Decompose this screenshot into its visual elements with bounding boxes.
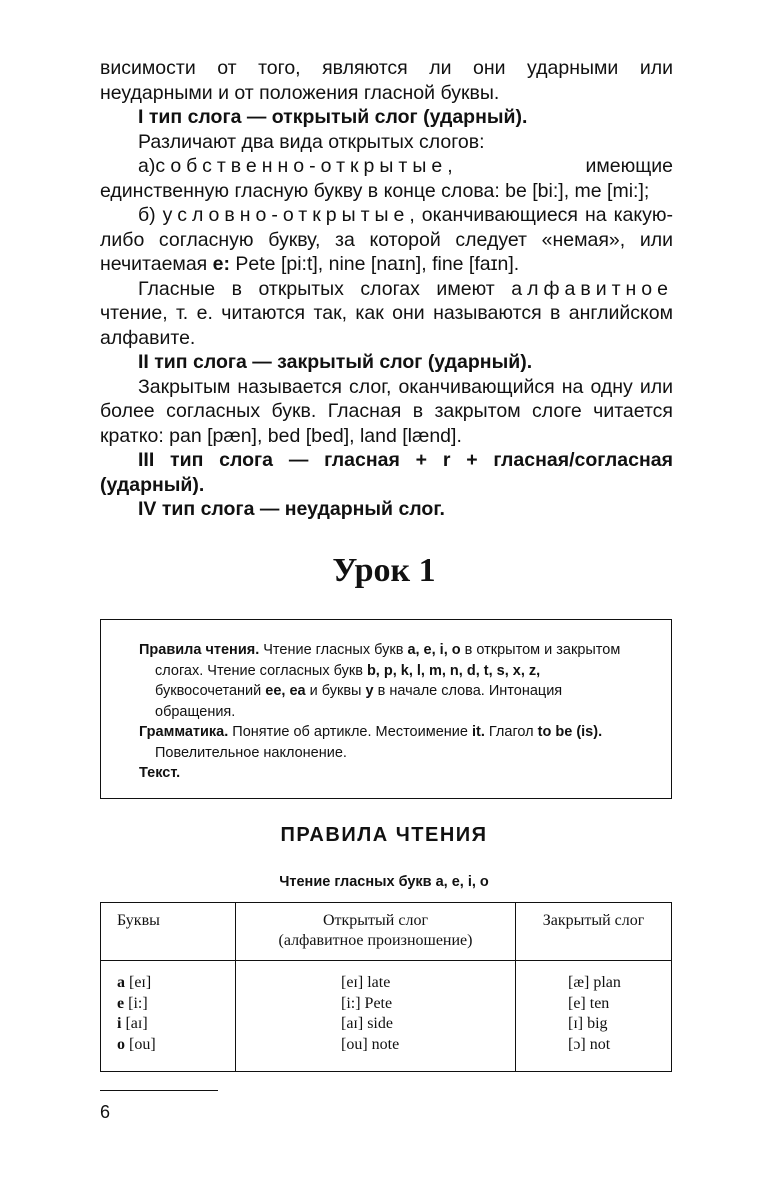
table-row: o [ou]: [117, 1035, 156, 1053]
heading-type-4: IV тип слога — неударный слог.: [138, 498, 445, 520]
paragraph-closed: Закрытым называется слог, оканчивающийся на одну или более согласных букв. Гласная в закрытом слоге читается кратко: pan [pæn], bed [bed], land [lænd].: [100, 375, 673, 447]
footnote-rule: [100, 1090, 218, 1091]
section-title: ПРАВИЛА ЧТЕНИЯ: [280, 824, 488, 846]
table-cell: [ou] note: [341, 1035, 400, 1053]
header-letters: Буквы: [101, 903, 236, 960]
page-number: 6: [100, 1102, 111, 1122]
table-cell: [e] ten: [568, 994, 610, 1012]
term-proper-open: собственно-открытые: [155, 155, 448, 177]
table-row: a [eɪ]: [117, 974, 152, 991]
header-closed-syllable: Закрытый слог: [542, 912, 645, 929]
table-cell: [i:] Pete: [341, 994, 393, 1012]
paragraph-intro: висимости от того, являются ли они ударными или неударными и от положения гласной буквы.: [100, 57, 673, 104]
closed-syllable-column: [516, 961, 671, 1071]
lesson-summary-box: [100, 619, 672, 799]
vowel-reading-table: [100, 902, 672, 1072]
table-caption: Чтение гласных букв a, e, i, o: [279, 874, 489, 890]
open-syllable-column: [236, 961, 516, 1071]
table-header-row: [101, 903, 671, 961]
heading-type-1: I тип слога — открытый слог (ударный).: [138, 106, 528, 128]
paragraph-alphabetic: Гласные в открытых слогах имеют алфавитное чтение, т. е. читаются так, как они называются в английском алфавите.: [100, 277, 673, 349]
table-cell: [ɪ] big: [568, 1015, 608, 1032]
paragraph-open-kinds: Различают два вида открытых слогов:: [138, 130, 485, 153]
table-cell: [æ] plan: [568, 974, 621, 991]
term-alphabetic: алфавитное: [511, 277, 673, 300]
term-conditional-open: условно-открытые: [162, 204, 410, 226]
table-body: [101, 961, 671, 1071]
table-cell: [eɪ] late: [341, 974, 391, 991]
lesson-title: Урок 1: [332, 552, 436, 589]
table-cell: [aɪ] side: [341, 1015, 393, 1032]
body-text: [100, 56, 673, 522]
summary-grammar: Грамматика. Понятие об артикле. Местоимение it. Глагол to be (is). Повелительное наклонение.: [139, 724, 603, 761]
heading-type-2: II тип слога — закрытый слог (ударный).: [138, 351, 533, 373]
heading-type-3: III тип слога — гласная + r + гласная/согласная (ударный).: [100, 449, 673, 496]
letters-column: [101, 961, 236, 1071]
summary-text: Текст.: [139, 765, 181, 781]
summary-reading-rules: Правила чтения. Чтение гласных букв a, e, i, o в открытом и закрытом слогах. Чтение согласных букв b, p, k, l, m, n, d, t, s, x, z, буквосочетаний ee, ea и буквы y в начале слова. Интонация обращения.: [139, 642, 621, 720]
table-row: i [aɪ]: [117, 1015, 148, 1032]
table-row: e [i:]: [117, 994, 148, 1012]
header-open-syllable: Открытый слог (алфавитное произношение): [236, 903, 516, 960]
list-item-a: а)собственно-открытые, имеющие единственную гласную букву в конце слова: be [bi:], me [mi:];: [100, 155, 673, 202]
list-item-b: б) условно-открытые, оканчивающиеся на какую-либо согласную букву, за которой следует «немая», или нечитаемая e: Pete [pi:t], nine [naɪn], fine [faɪn].: [100, 204, 673, 275]
table-cell: [ɔ] not: [568, 1035, 611, 1053]
